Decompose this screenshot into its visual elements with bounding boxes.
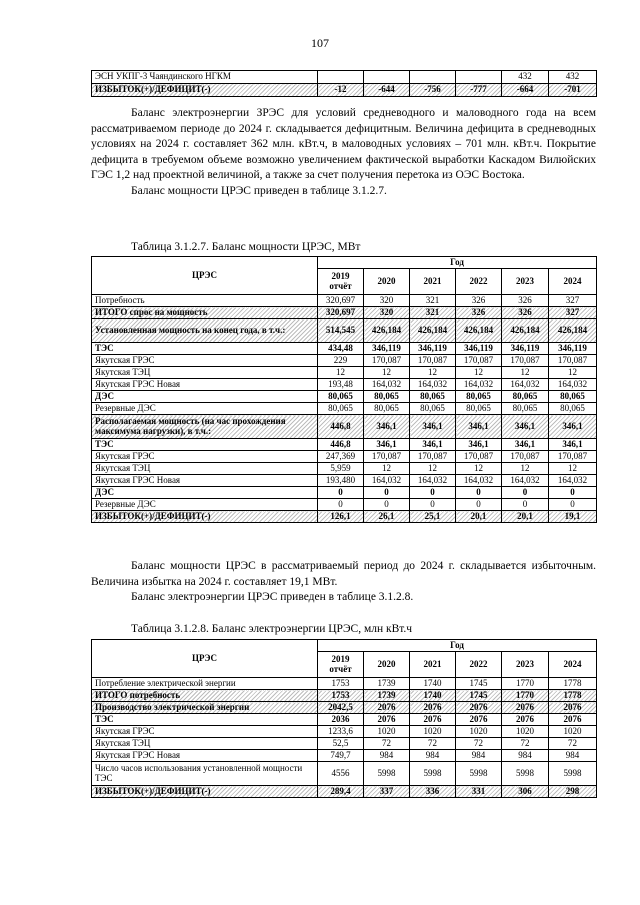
cell: -664 — [502, 84, 549, 97]
table-row — [92, 451, 597, 463]
cell: 327 — [549, 307, 597, 319]
cell: 164,032 — [410, 379, 456, 391]
cell: 2076 — [364, 702, 410, 714]
cell: 337 — [364, 786, 410, 798]
cell: 25,1 — [410, 511, 456, 523]
cell: 80,065 — [364, 391, 410, 403]
cell: -644 — [364, 84, 410, 97]
cell: 170,087 — [364, 451, 410, 463]
row-label: ДЭС — [92, 487, 318, 499]
row-label: Якутская ТЭЦ — [92, 367, 318, 379]
cell: 52,5 — [318, 738, 364, 750]
year-header: 2023 — [502, 652, 549, 678]
top-table-row — [92, 71, 597, 84]
cell: 0 — [364, 499, 410, 511]
cell: 72 — [410, 738, 456, 750]
cell: 2076 — [502, 702, 549, 714]
cell: 320,697 — [318, 307, 364, 319]
year-header: 2019 отчёт — [318, 652, 364, 678]
cell: 1020 — [364, 726, 410, 738]
year-header: 2021 — [410, 269, 456, 295]
cell: 0 — [502, 499, 549, 511]
cell: 984 — [549, 750, 597, 762]
cell: -756 — [410, 84, 456, 97]
table-row — [92, 355, 597, 367]
cell: 320 — [364, 295, 410, 307]
cell: 80,065 — [318, 391, 364, 403]
cell: 80,065 — [549, 403, 597, 415]
cell: 331 — [456, 786, 502, 798]
cell: 170,087 — [364, 355, 410, 367]
year-header: 2021 — [410, 652, 456, 678]
table-row — [92, 487, 597, 499]
cell: 326 — [456, 307, 502, 319]
row-label: Якутская ТЭЦ — [92, 738, 318, 750]
table-row — [92, 726, 597, 738]
cell: 5998 — [364, 762, 410, 786]
cell: 164,032 — [456, 475, 502, 487]
table-row — [92, 786, 597, 798]
cell: 1233,6 — [318, 726, 364, 738]
cell: 170,087 — [502, 451, 549, 463]
cell: 12 — [364, 367, 410, 379]
table-body — [92, 295, 597, 523]
cell: 72 — [364, 738, 410, 750]
cell: 346,1 — [502, 439, 549, 451]
table-row — [92, 391, 597, 403]
cell: 72 — [549, 738, 597, 750]
cell: 346,1 — [502, 415, 549, 439]
cell: 164,032 — [364, 379, 410, 391]
cell: 984 — [364, 750, 410, 762]
row-label: ТЭС — [92, 343, 318, 355]
cell: 1745 — [456, 678, 502, 690]
cell: 170,087 — [502, 355, 549, 367]
power-balance-table — [91, 256, 597, 523]
cell: 434,48 — [318, 343, 364, 355]
cell: 1740 — [410, 690, 456, 702]
page-number: 107 — [311, 36, 329, 50]
cell: 1739 — [364, 678, 410, 690]
cell: 1778 — [549, 690, 597, 702]
cell: 346,1 — [456, 439, 502, 451]
top-table-row — [92, 84, 597, 97]
cell: 346,1 — [364, 439, 410, 451]
cell: 80,065 — [364, 403, 410, 415]
cell: 320 — [364, 307, 410, 319]
cell: 289,4 — [318, 786, 364, 798]
cell: 5,959 — [318, 463, 364, 475]
cell: 2076 — [410, 702, 456, 714]
row-label: ТЭС — [92, 439, 318, 451]
row-label: Производство электрической энергии — [92, 702, 318, 714]
cell: 80,065 — [456, 403, 502, 415]
cell: 12 — [502, 463, 549, 475]
cell: 164,032 — [549, 475, 597, 487]
table-row — [92, 750, 597, 762]
cell: 5998 — [502, 762, 549, 786]
cell: 170,087 — [549, 451, 597, 463]
cell: 247,369 — [318, 451, 364, 463]
cell: 0 — [502, 487, 549, 499]
row-label: Резервные ДЭС — [92, 499, 318, 511]
row-label: Число часов использования установленной мощности ТЭС — [92, 762, 318, 786]
year-header: 2024 — [549, 269, 597, 295]
cell: 5998 — [456, 762, 502, 786]
energy-balance-table — [91, 639, 597, 798]
row-label: Якутская ГРЭС Новая — [92, 379, 318, 391]
table-body — [92, 678, 597, 798]
cell: 327 — [549, 295, 597, 307]
row-label: Якутская ГРЭС — [92, 726, 318, 738]
cell: 26,1 — [364, 511, 410, 523]
table-row — [92, 762, 597, 786]
cell: 446,8 — [318, 415, 364, 439]
cell: 346,119 — [364, 343, 410, 355]
cell: 984 — [410, 750, 456, 762]
cell: 306 — [502, 786, 549, 798]
cell: 426,184 — [502, 319, 549, 343]
table-row — [92, 511, 597, 523]
cell: 346,1 — [410, 439, 456, 451]
cell: 126,1 — [318, 511, 364, 523]
cell: 1020 — [549, 726, 597, 738]
row-label: ДЭС — [92, 391, 318, 403]
row-label: Якутская ГРЭС Новая — [92, 475, 318, 487]
cell: 72 — [456, 738, 502, 750]
row-label: Якутская ГРЭС Новая — [92, 750, 318, 762]
cell: 346,1 — [456, 415, 502, 439]
header-label: ЦРЭС — [92, 257, 318, 295]
cell: 432 — [549, 71, 597, 84]
row-label: Располагаемая мощность (на час прохождения максимума нагрузки), в т.ч.: — [92, 415, 318, 439]
cell: -12 — [318, 84, 364, 97]
cell: 346,119 — [549, 343, 597, 355]
table-row — [92, 415, 597, 439]
cell: 12 — [456, 367, 502, 379]
year-header: 2023 — [502, 269, 549, 295]
cell: 426,184 — [456, 319, 502, 343]
cell: 0 — [318, 487, 364, 499]
cell: 0 — [456, 487, 502, 499]
cell: 0 — [410, 499, 456, 511]
cell: 0 — [549, 487, 597, 499]
cell: 0 — [456, 499, 502, 511]
cell: 2076 — [549, 702, 597, 714]
cell: 2036 — [318, 714, 364, 726]
year-header: 2020 — [364, 652, 410, 678]
cell: 426,184 — [410, 319, 456, 343]
cell: 193,480 — [318, 475, 364, 487]
paragraph: Баланс электроэнергии ЗРЭС для условий средневодного и маловодного года на всем рассматриваемом периоде до 2024 г. складывается дефицитным. Величина дефицита в средневодных условиях на 2024 г. составляет 362 млн. кВт.ч, в маловодных условиях – 701 млн. кВт.ч. Покрытие дефицита в требуемом объеме возможно увеличением фактической выработки Каскадом Вилюйских ГЭС 1,2 над проектной величиной, а также за счет получения перетока из ОЭС Востока. — [91, 107, 596, 181]
row-label: Потребление электрической энергии — [92, 678, 318, 690]
cell: 164,032 — [456, 379, 502, 391]
cell: 336 — [410, 786, 456, 798]
cell: 80,065 — [410, 403, 456, 415]
cell: -777 — [456, 84, 502, 97]
cell: 346,119 — [456, 343, 502, 355]
row-label: Резервные ДЭС — [92, 403, 318, 415]
cell: 229 — [318, 355, 364, 367]
cell: 193,48 — [318, 379, 364, 391]
cell: 80,065 — [318, 403, 364, 415]
cell: 1778 — [549, 678, 597, 690]
cell: 326 — [502, 307, 549, 319]
cell: 1739 — [364, 690, 410, 702]
cell: 2076 — [549, 714, 597, 726]
cell: 72 — [502, 738, 549, 750]
year-header: 2022 — [456, 652, 502, 678]
cell: 12 — [502, 367, 549, 379]
cell: 164,032 — [364, 475, 410, 487]
cell: 346,119 — [502, 343, 549, 355]
cell: 80,065 — [410, 391, 456, 403]
table-row — [92, 499, 597, 511]
table-row — [92, 463, 597, 475]
cell: 326 — [456, 295, 502, 307]
table-row — [92, 678, 597, 690]
header-label: ЦРЭС — [92, 640, 318, 678]
cell: 346,1 — [364, 415, 410, 439]
cell: 20,1 — [456, 511, 502, 523]
table-caption: Таблица 3.1.2.7. Баланс мощности ЦРЭС, МВт — [131, 241, 361, 253]
row-label: Якутская ТЭЦ — [92, 463, 318, 475]
cell: 1770 — [502, 690, 549, 702]
cell: 164,032 — [549, 379, 597, 391]
cell: 321 — [410, 295, 456, 307]
cell: 0 — [549, 499, 597, 511]
cell: 12 — [364, 463, 410, 475]
cell: 12 — [410, 463, 456, 475]
row-label: ИЗБЫТОК(+)/ДЕФИЦИТ(-) — [92, 84, 318, 97]
table-row — [92, 367, 597, 379]
cell: 12 — [549, 367, 597, 379]
cell: 2076 — [502, 714, 549, 726]
cell: 80,065 — [502, 403, 549, 415]
cell: 298 — [549, 786, 597, 798]
cell: 170,087 — [410, 451, 456, 463]
cell: 80,065 — [456, 391, 502, 403]
cell: 749,7 — [318, 750, 364, 762]
year-header: 2024 — [549, 652, 597, 678]
cell: 1770 — [502, 678, 549, 690]
paragraph: Баланс мощности ЦРЭС в рассматриваемый период до 2024 г. складывается избыточным. Величина избытка на 2024 г. составляет 19,1 МВт. — [91, 560, 596, 588]
cell: 12 — [410, 367, 456, 379]
table-caption: Таблица 3.1.2.8. Баланс электроэнергии ЦРЭС, млн кВт.ч — [131, 623, 413, 635]
row-label: Якутская ГРЭС — [92, 451, 318, 463]
table-row — [92, 319, 597, 343]
header-group: Год — [318, 640, 597, 652]
cell: 2042,5 — [318, 702, 364, 714]
cell: 326 — [502, 295, 549, 307]
cell: 164,032 — [502, 475, 549, 487]
cell: -701 — [549, 84, 597, 97]
cell: 1745 — [456, 690, 502, 702]
row-label: ТЭС — [92, 714, 318, 726]
table-row — [92, 379, 597, 391]
cell: 80,065 — [549, 391, 597, 403]
cell: 432 — [502, 71, 549, 84]
row-label: ЭСН УКПГ-3 Чаяндинского НГКМ — [92, 71, 318, 84]
cell: 1740 — [410, 678, 456, 690]
cell: 1020 — [502, 726, 549, 738]
cell: 514,545 — [318, 319, 364, 343]
year-header: 2019 отчёт — [318, 269, 364, 295]
cell: 164,032 — [410, 475, 456, 487]
cell: 426,184 — [549, 319, 597, 343]
cell: 2076 — [410, 714, 456, 726]
cell: 2076 — [456, 702, 502, 714]
paragraph: Баланс мощности ЦРЭС приведен в таблице 3.1.2.7. — [131, 184, 387, 197]
cell: 20,1 — [502, 511, 549, 523]
table-row — [92, 307, 597, 319]
table-row — [92, 690, 597, 702]
table-row — [92, 475, 597, 487]
cell — [456, 71, 502, 84]
row-label: ИТОГО спрос на мощность — [92, 307, 318, 319]
cell: 12 — [456, 463, 502, 475]
row-label: ИЗБЫТОК(+)/ДЕФИЦИТ(-) — [92, 511, 318, 523]
cell — [364, 71, 410, 84]
paragraph: Баланс электроэнергии ЦРЭС приведен в таблице 3.1.2.8. — [131, 591, 414, 603]
row-label: ИТОГО потребность — [92, 690, 318, 702]
cell: 1020 — [410, 726, 456, 738]
cell: 346,119 — [410, 343, 456, 355]
cell: 346,1 — [549, 439, 597, 451]
table-row — [92, 295, 597, 307]
table-row — [92, 343, 597, 355]
table-row — [92, 702, 597, 714]
cell: 984 — [456, 750, 502, 762]
cell: 170,087 — [549, 355, 597, 367]
cell: 984 — [502, 750, 549, 762]
cell: 346,1 — [410, 415, 456, 439]
cell: 2076 — [364, 714, 410, 726]
year-header: 2022 — [456, 269, 502, 295]
cell: 1020 — [456, 726, 502, 738]
cell: 170,087 — [410, 355, 456, 367]
body-text-1 — [91, 106, 596, 199]
cell: 4556 — [318, 762, 364, 786]
table-row — [92, 714, 597, 726]
cell: 80,065 — [502, 391, 549, 403]
row-label: Потребность — [92, 295, 318, 307]
row-label: Установленная мощность на конец года, в т.ч.: — [92, 319, 318, 343]
table-row — [92, 403, 597, 415]
cell: 320,697 — [318, 295, 364, 307]
cell: 12 — [318, 367, 364, 379]
cell: 164,032 — [502, 379, 549, 391]
cell: 346,1 — [549, 415, 597, 439]
cell: 2076 — [456, 714, 502, 726]
cell — [410, 71, 456, 84]
cell — [318, 71, 364, 84]
cell: 1753 — [318, 690, 364, 702]
cell: 170,087 — [456, 451, 502, 463]
cell: 0 — [364, 487, 410, 499]
cell: 321 — [410, 307, 456, 319]
table-row — [92, 738, 597, 750]
cell: 170,087 — [456, 355, 502, 367]
table-row — [92, 439, 597, 451]
cell: 0 — [410, 487, 456, 499]
cell: 19,1 — [549, 511, 597, 523]
cell: 0 — [318, 499, 364, 511]
header-group: Год — [318, 257, 597, 269]
cell: 1753 — [318, 678, 364, 690]
cell: 12 — [549, 463, 597, 475]
cell: 446,8 — [318, 439, 364, 451]
row-label: Якутская ГРЭС — [92, 355, 318, 367]
cell: 426,184 — [364, 319, 410, 343]
top-table — [91, 70, 597, 97]
cell: 5998 — [410, 762, 456, 786]
row-label: ИЗБЫТОК(+)/ДЕФИЦИТ(-) — [92, 786, 318, 798]
body-text-2 — [91, 559, 596, 606]
cell: 5998 — [549, 762, 597, 786]
year-header: 2020 — [364, 269, 410, 295]
